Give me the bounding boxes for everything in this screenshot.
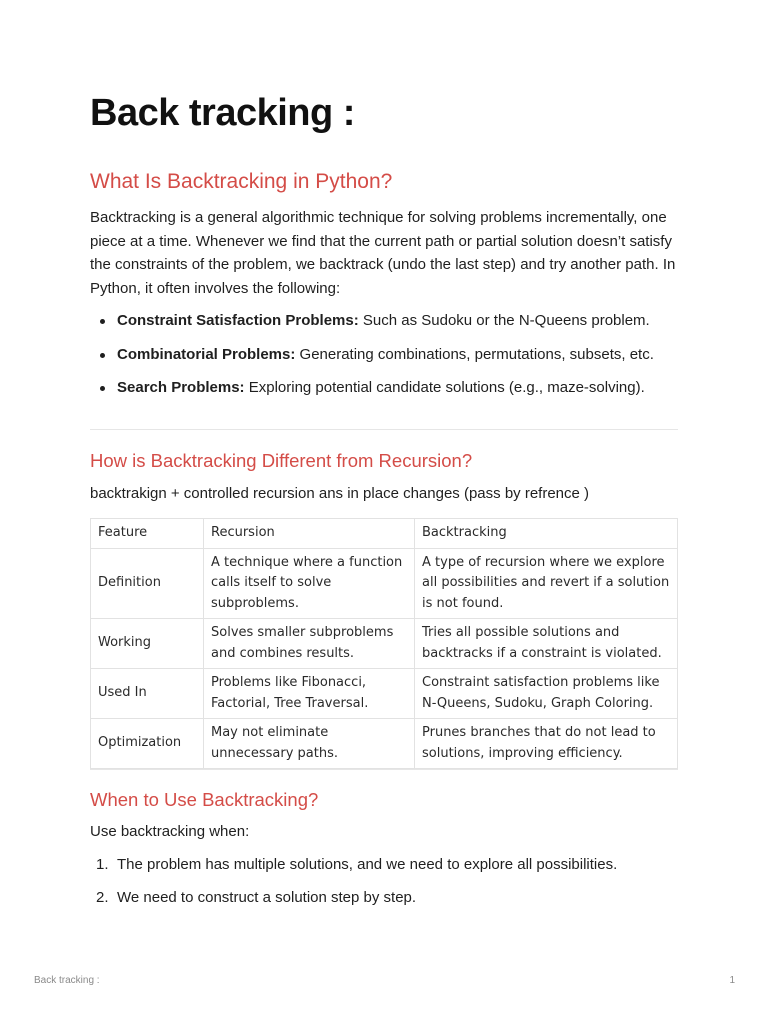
table-cell: Constraint satisfaction problems like N-Queens, Sudoku, Graph Coloring. <box>415 669 678 719</box>
table-cell: Definition <box>91 548 204 619</box>
section-heading-difference: How is Backtracking Different from Recursion? <box>90 450 473 471</box>
list-item <box>90 853 680 877</box>
table-header-cell: Feature <box>91 519 204 549</box>
table-cell: A type of recursion where we explore all possibilities and revert if a solution is not found. <box>415 548 678 619</box>
table-row <box>91 548 678 619</box>
table-cell: Problems like Fibonacci, Factorial, Tree Traversal. <box>204 669 415 719</box>
table-cell: Optimization <box>91 719 204 769</box>
list-item <box>90 343 680 367</box>
table-cell: Solves smaller subproblems and combines results. <box>204 619 415 669</box>
table-header-cell: Backtracking <box>415 519 678 549</box>
item-text: The problem has multiple solutions, and we need to explore all possibilities. <box>117 856 618 873</box>
intro-paragraph: Backtracking is a general algorithmic technique for solving problems incrementally, one piece at a time. Whenever we find that the current path or partial solution doesn’t satisfy the constraints of the problem, we backtrack (undo the last step) and try another path. In Python, it often involves the following: <box>90 209 676 297</box>
divider <box>90 429 678 430</box>
table-cell: A technique where a function calls itself to solve subproblems. <box>204 548 415 619</box>
bullet-text: Exploring potential candidate solutions (e.g., maze-solving). <box>244 379 645 396</box>
page-number: 1 <box>729 975 735 986</box>
table-row <box>91 719 678 769</box>
list-item <box>90 376 680 400</box>
table-row <box>91 619 678 669</box>
note-line: backtrakign + controlled recursion ans in place changes (pass by refrence ) <box>90 485 590 502</box>
table-cell: Tries all possible solutions and backtracks if a constraint is violated. <box>415 619 678 669</box>
bullet-term: Constraint Satisfaction Problems: <box>117 312 359 329</box>
footer-title: Back tracking : <box>34 975 100 986</box>
divider <box>90 769 678 770</box>
table-cell: Working <box>91 619 204 669</box>
table-header-cell: Recursion <box>204 519 415 549</box>
item-text: We need to construct a solution step by step. <box>117 888 417 906</box>
numbered-list <box>90 853 680 909</box>
page-title: Back tracking : <box>90 92 355 134</box>
item-number: 1. <box>96 856 109 873</box>
use-intro: Use backtracking when: <box>90 823 250 840</box>
table-cell: May not eliminate unnecessary paths. <box>204 719 415 769</box>
table-header-row <box>91 519 678 549</box>
bullet-text: Generating combinations, permutations, subsets, etc. <box>295 345 654 363</box>
bullet-term: Combinatorial Problems: <box>117 345 296 363</box>
comparison-table <box>90 518 678 769</box>
bullet-text: Such as Sudoku or the N-Queens problem. <box>358 312 650 329</box>
list-item <box>90 309 680 333</box>
table-row <box>91 669 678 719</box>
bullet-list <box>90 309 680 400</box>
section-heading-when-to-use: When to Use Backtracking? <box>90 789 319 810</box>
list-item <box>90 886 680 910</box>
section-heading-what-is: What Is Backtracking in Python? <box>90 170 393 193</box>
table-cell: Used In <box>91 669 204 719</box>
table-cell: Prunes branches that do not lead to solutions, improving efficiency. <box>415 719 678 769</box>
bullet-term: Search Problems: <box>117 379 245 396</box>
item-number: 2. <box>96 888 109 906</box>
